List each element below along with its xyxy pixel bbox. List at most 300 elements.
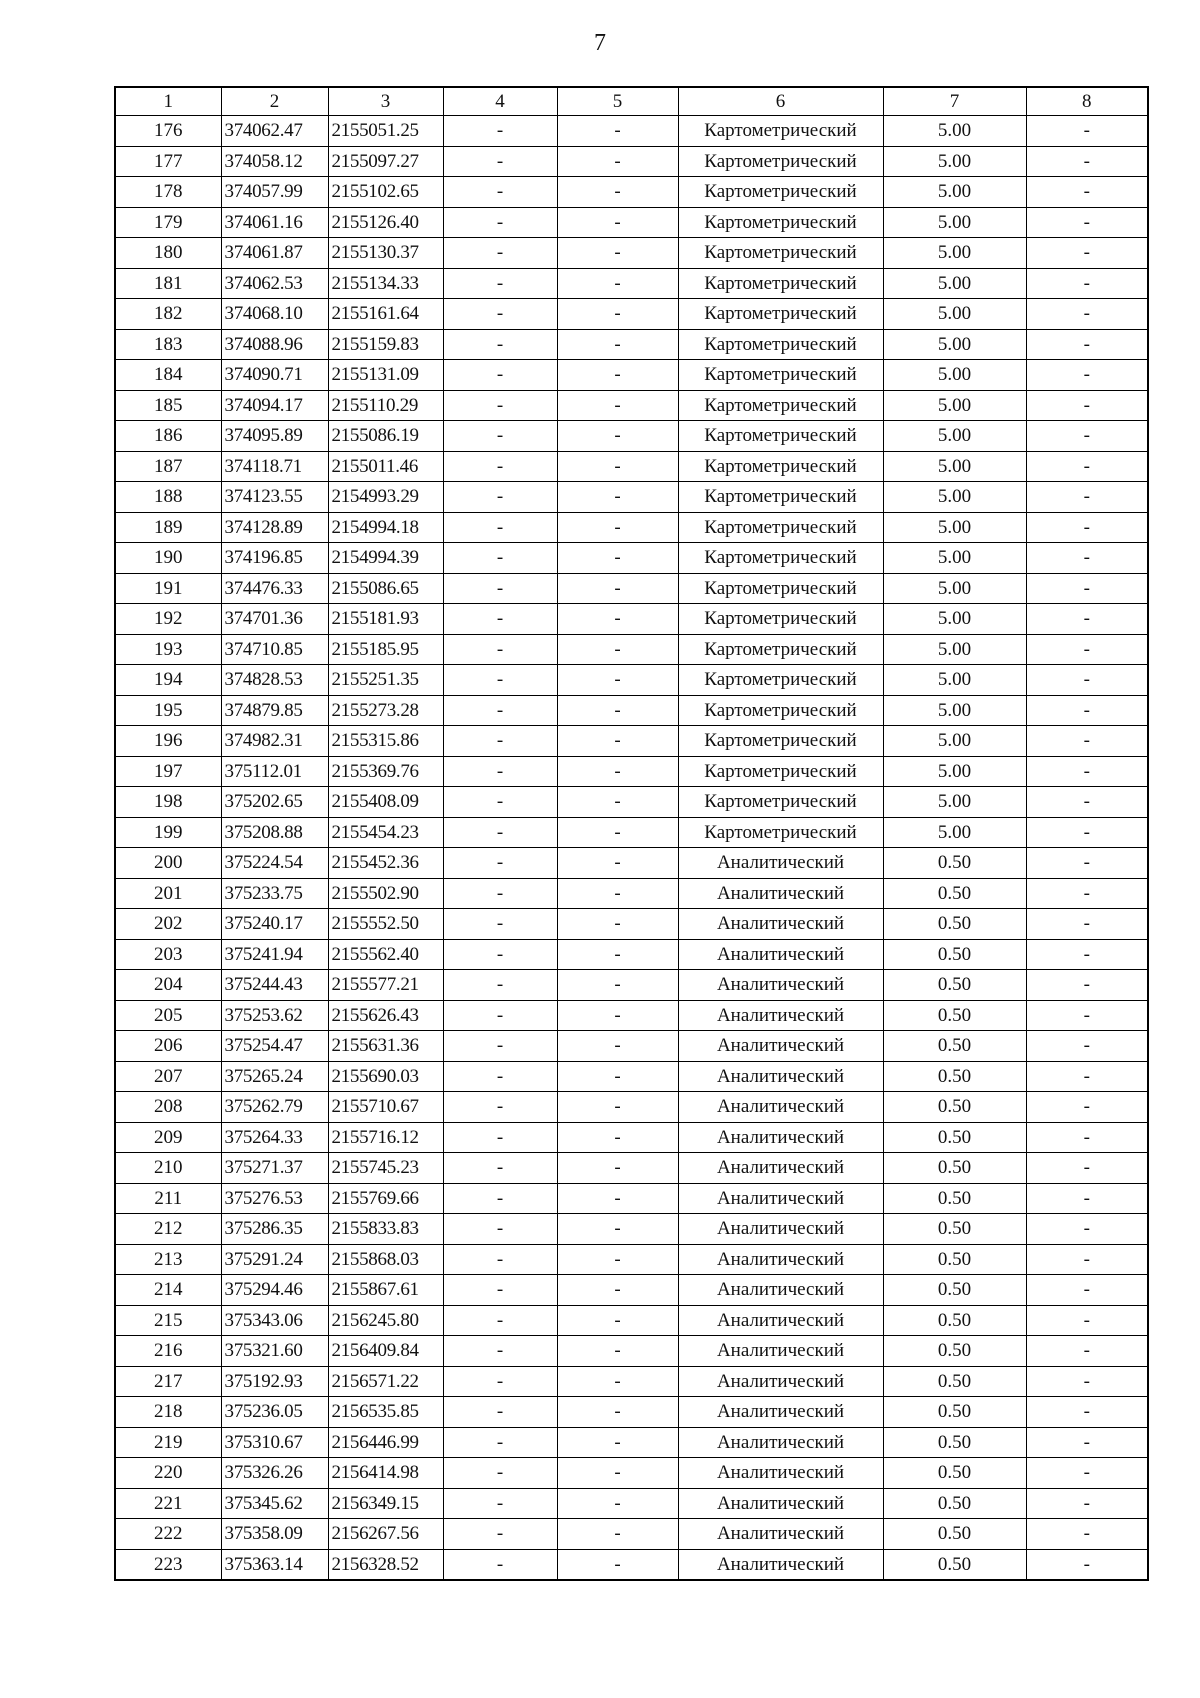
column-4-cell: -: [443, 878, 557, 909]
accuracy-cell: 5.00: [883, 329, 1026, 360]
accuracy-cell: 5.00: [883, 268, 1026, 299]
method-cell: Аналитический: [678, 1397, 883, 1428]
accuracy-cell: 5.00: [883, 177, 1026, 208]
table-row: [115, 1275, 1148, 1306]
point-number-cell: 196: [115, 726, 221, 757]
table-row: [115, 451, 1148, 482]
accuracy-cell: 0.50: [883, 1488, 1026, 1519]
column-5-cell: -: [557, 1122, 678, 1153]
y-coordinate-cell: 2156414.98: [328, 1458, 443, 1489]
method-cell: Аналитический: [678, 970, 883, 1001]
x-coordinate-cell: 374710.85: [221, 634, 328, 665]
column-8-cell: -: [1026, 1549, 1148, 1580]
x-coordinate-cell: 374701.36: [221, 604, 328, 635]
column-5-cell: -: [557, 604, 678, 635]
table-row: [115, 634, 1148, 665]
accuracy-cell: 0.50: [883, 1336, 1026, 1367]
y-coordinate-cell: 2155868.03: [328, 1244, 443, 1275]
column-header: 3: [328, 87, 443, 116]
column-4-cell: -: [443, 207, 557, 238]
column-5-cell: -: [557, 909, 678, 940]
column-4-cell: -: [443, 939, 557, 970]
method-cell: Аналитический: [678, 1549, 883, 1580]
x-coordinate-cell: 375244.43: [221, 970, 328, 1001]
x-coordinate-cell: 375291.24: [221, 1244, 328, 1275]
accuracy-cell: 0.50: [883, 1458, 1026, 1489]
x-coordinate-cell: 375192.93: [221, 1366, 328, 1397]
column-4-cell: -: [443, 451, 557, 482]
column-5-cell: -: [557, 390, 678, 421]
column-5-cell: -: [557, 1427, 678, 1458]
method-cell: Аналитический: [678, 1336, 883, 1367]
y-coordinate-cell: 2155161.64: [328, 299, 443, 330]
y-coordinate-cell: 2155562.40: [328, 939, 443, 970]
point-number-cell: 213: [115, 1244, 221, 1275]
method-cell: Картометрический: [678, 726, 883, 757]
x-coordinate-cell: 375254.47: [221, 1031, 328, 1062]
table-row: [115, 238, 1148, 269]
column-8-cell: -: [1026, 207, 1148, 238]
table-row: [115, 329, 1148, 360]
method-cell: Картометрический: [678, 634, 883, 665]
table-row: [115, 726, 1148, 757]
column-4-cell: -: [443, 1122, 557, 1153]
method-cell: Картометрический: [678, 268, 883, 299]
accuracy-cell: 5.00: [883, 421, 1026, 452]
method-cell: Картометрический: [678, 360, 883, 391]
x-coordinate-cell: 374058.12: [221, 146, 328, 177]
column-5-cell: -: [557, 482, 678, 513]
y-coordinate-cell: 2155086.65: [328, 573, 443, 604]
method-cell: Картометрический: [678, 482, 883, 513]
accuracy-cell: 0.50: [883, 1427, 1026, 1458]
column-4-cell: -: [443, 787, 557, 818]
column-4-cell: -: [443, 1458, 557, 1489]
x-coordinate-cell: 375286.35: [221, 1214, 328, 1245]
column-8-cell: -: [1026, 726, 1148, 757]
y-coordinate-cell: 2154994.39: [328, 543, 443, 574]
column-5-cell: -: [557, 1061, 678, 1092]
column-4-cell: -: [443, 756, 557, 787]
column-5-cell: -: [557, 1244, 678, 1275]
column-8-cell: -: [1026, 177, 1148, 208]
table-row: [115, 1336, 1148, 1367]
column-8-cell: -: [1026, 1275, 1148, 1306]
column-4-cell: -: [443, 1488, 557, 1519]
column-5-cell: -: [557, 1458, 678, 1489]
x-coordinate-cell: 374095.89: [221, 421, 328, 452]
method-cell: Картометрический: [678, 573, 883, 604]
column-8-cell: -: [1026, 1214, 1148, 1245]
column-8-cell: -: [1026, 604, 1148, 635]
accuracy-cell: 5.00: [883, 573, 1026, 604]
table-row: [115, 604, 1148, 635]
accuracy-cell: 5.00: [883, 665, 1026, 696]
accuracy-cell: 5.00: [883, 756, 1026, 787]
column-8-cell: -: [1026, 421, 1148, 452]
x-coordinate-cell: 374061.87: [221, 238, 328, 269]
accuracy-cell: 5.00: [883, 695, 1026, 726]
y-coordinate-cell: 2156267.56: [328, 1519, 443, 1550]
page-number: 7: [594, 30, 606, 56]
column-header: 7: [883, 87, 1026, 116]
column-8-cell: -: [1026, 878, 1148, 909]
accuracy-cell: 0.50: [883, 1153, 1026, 1184]
table-row: [115, 299, 1148, 330]
table-body: [115, 116, 1148, 1581]
point-number-cell: 193: [115, 634, 221, 665]
column-8-cell: -: [1026, 451, 1148, 482]
method-cell: Аналитический: [678, 1031, 883, 1062]
y-coordinate-cell: 2155577.21: [328, 970, 443, 1001]
method-cell: Аналитический: [678, 1122, 883, 1153]
column-8-cell: -: [1026, 1519, 1148, 1550]
column-5-cell: -: [557, 817, 678, 848]
x-coordinate-cell: 374088.96: [221, 329, 328, 360]
y-coordinate-cell: 2155552.50: [328, 909, 443, 940]
column-5-cell: -: [557, 848, 678, 879]
point-number-cell: 188: [115, 482, 221, 513]
x-coordinate-cell: 375236.05: [221, 1397, 328, 1428]
point-number-cell: 220: [115, 1458, 221, 1489]
table-row: [115, 1153, 1148, 1184]
column-5-cell: -: [557, 1519, 678, 1550]
column-8-cell: -: [1026, 1244, 1148, 1275]
method-cell: Аналитический: [678, 1305, 883, 1336]
x-coordinate-cell: 374062.53: [221, 268, 328, 299]
method-cell: Аналитический: [678, 1275, 883, 1306]
x-coordinate-cell: 375208.88: [221, 817, 328, 848]
point-number-cell: 177: [115, 146, 221, 177]
y-coordinate-cell: 2156245.80: [328, 1305, 443, 1336]
column-8-cell: -: [1026, 238, 1148, 269]
column-4-cell: -: [443, 1275, 557, 1306]
column-5-cell: -: [557, 1153, 678, 1184]
column-4-cell: -: [443, 1092, 557, 1123]
column-5-cell: -: [557, 329, 678, 360]
table-row: [115, 268, 1148, 299]
column-4-cell: -: [443, 1061, 557, 1092]
method-cell: Картометрический: [678, 329, 883, 360]
table-row: [115, 1122, 1148, 1153]
y-coordinate-cell: 2155452.36: [328, 848, 443, 879]
accuracy-cell: 5.00: [883, 817, 1026, 848]
point-number-cell: 180: [115, 238, 221, 269]
method-cell: Картометрический: [678, 299, 883, 330]
accuracy-cell: 0.50: [883, 1214, 1026, 1245]
table-row: [115, 512, 1148, 543]
point-number-cell: 195: [115, 695, 221, 726]
accuracy-cell: 5.00: [883, 634, 1026, 665]
method-cell: Картометрический: [678, 695, 883, 726]
accuracy-cell: 5.00: [883, 238, 1026, 269]
accuracy-cell: 0.50: [883, 1061, 1026, 1092]
method-cell: Картометрический: [678, 207, 883, 238]
point-number-cell: 192: [115, 604, 221, 635]
table-row: [115, 817, 1148, 848]
accuracy-cell: 0.50: [883, 1305, 1026, 1336]
method-cell: Аналитический: [678, 848, 883, 879]
x-coordinate-cell: 374068.10: [221, 299, 328, 330]
table-row: [115, 177, 1148, 208]
column-4-cell: -: [443, 604, 557, 635]
method-cell: Аналитический: [678, 1183, 883, 1214]
y-coordinate-cell: 2155181.93: [328, 604, 443, 635]
column-4-cell: -: [443, 1305, 557, 1336]
accuracy-cell: 5.00: [883, 299, 1026, 330]
column-4-cell: -: [443, 1153, 557, 1184]
column-5-cell: -: [557, 116, 678, 147]
column-8-cell: -: [1026, 1305, 1148, 1336]
column-5-cell: -: [557, 177, 678, 208]
y-coordinate-cell: 2155690.03: [328, 1061, 443, 1092]
column-4-cell: -: [443, 177, 557, 208]
accuracy-cell: 5.00: [883, 207, 1026, 238]
accuracy-cell: 0.50: [883, 1122, 1026, 1153]
x-coordinate-cell: 375265.24: [221, 1061, 328, 1092]
table-row: [115, 573, 1148, 604]
column-5-cell: -: [557, 1214, 678, 1245]
table-row: [115, 695, 1148, 726]
accuracy-cell: 5.00: [883, 543, 1026, 574]
column-5-cell: -: [557, 1488, 678, 1519]
point-number-cell: 207: [115, 1061, 221, 1092]
x-coordinate-cell: 374118.71: [221, 451, 328, 482]
y-coordinate-cell: 2155867.61: [328, 1275, 443, 1306]
column-4-cell: -: [443, 268, 557, 299]
table-row: [115, 878, 1148, 909]
column-5-cell: -: [557, 512, 678, 543]
y-coordinate-cell: 2155369.76: [328, 756, 443, 787]
point-number-cell: 209: [115, 1122, 221, 1153]
column-5-cell: -: [557, 726, 678, 757]
method-cell: Аналитический: [678, 909, 883, 940]
table-row: [115, 1458, 1148, 1489]
coordinates-table: [114, 86, 1149, 1581]
table-row: [115, 482, 1148, 513]
accuracy-cell: 5.00: [883, 451, 1026, 482]
y-coordinate-cell: 2155011.46: [328, 451, 443, 482]
column-8-cell: -: [1026, 1366, 1148, 1397]
table-row: [115, 1092, 1148, 1123]
x-coordinate-cell: 375224.54: [221, 848, 328, 879]
point-number-cell: 215: [115, 1305, 221, 1336]
accuracy-cell: 0.50: [883, 1397, 1026, 1428]
table-row: [115, 756, 1148, 787]
table-row: [115, 1519, 1148, 1550]
column-5-cell: -: [557, 1092, 678, 1123]
table-row: [115, 1031, 1148, 1062]
accuracy-cell: 0.50: [883, 1244, 1026, 1275]
column-5-cell: -: [557, 360, 678, 391]
column-5-cell: -: [557, 1183, 678, 1214]
method-cell: Аналитический: [678, 1153, 883, 1184]
x-coordinate-cell: 375358.09: [221, 1519, 328, 1550]
x-coordinate-cell: 375276.53: [221, 1183, 328, 1214]
column-4-cell: -: [443, 1366, 557, 1397]
method-cell: Картометрический: [678, 238, 883, 269]
table-row: [115, 1366, 1148, 1397]
y-coordinate-cell: 2155710.67: [328, 1092, 443, 1123]
point-number-cell: 201: [115, 878, 221, 909]
column-5-cell: -: [557, 939, 678, 970]
method-cell: Картометрический: [678, 451, 883, 482]
x-coordinate-cell: 374062.47: [221, 116, 328, 147]
column-5-cell: -: [557, 238, 678, 269]
x-coordinate-cell: 375294.46: [221, 1275, 328, 1306]
column-header: 1: [115, 87, 221, 116]
point-number-cell: 222: [115, 1519, 221, 1550]
column-5-cell: -: [557, 1397, 678, 1428]
column-4-cell: -: [443, 695, 557, 726]
column-5-cell: -: [557, 634, 678, 665]
point-number-cell: 204: [115, 970, 221, 1001]
column-4-cell: -: [443, 1427, 557, 1458]
table-row: [115, 970, 1148, 1001]
y-coordinate-cell: 2154994.18: [328, 512, 443, 543]
table-row: [115, 848, 1148, 879]
column-5-cell: -: [557, 1305, 678, 1336]
method-cell: Картометрический: [678, 177, 883, 208]
y-coordinate-cell: 2155833.83: [328, 1214, 443, 1245]
column-4-cell: -: [443, 909, 557, 940]
column-8-cell: -: [1026, 543, 1148, 574]
column-8-cell: -: [1026, 1183, 1148, 1214]
table-row: [115, 421, 1148, 452]
column-4-cell: -: [443, 1336, 557, 1367]
method-cell: Аналитический: [678, 1061, 883, 1092]
accuracy-cell: 0.50: [883, 1549, 1026, 1580]
column-8-cell: -: [1026, 1122, 1148, 1153]
column-5-cell: -: [557, 268, 678, 299]
x-coordinate-cell: 375253.62: [221, 1000, 328, 1031]
y-coordinate-cell: 2155097.27: [328, 146, 443, 177]
table-row: [115, 1397, 1148, 1428]
point-number-cell: 181: [115, 268, 221, 299]
x-coordinate-cell: 374057.99: [221, 177, 328, 208]
accuracy-cell: 0.50: [883, 939, 1026, 970]
column-4-cell: -: [443, 421, 557, 452]
header-row: [115, 87, 1148, 116]
accuracy-cell: 0.50: [883, 878, 1026, 909]
column-4-cell: -: [443, 543, 557, 574]
table-row: [115, 543, 1148, 574]
y-coordinate-cell: 2156349.15: [328, 1488, 443, 1519]
x-coordinate-cell: 375112.01: [221, 756, 328, 787]
column-4-cell: -: [443, 634, 557, 665]
x-coordinate-cell: 375343.06: [221, 1305, 328, 1336]
accuracy-cell: 5.00: [883, 726, 1026, 757]
point-number-cell: 210: [115, 1153, 221, 1184]
accuracy-cell: 5.00: [883, 482, 1026, 513]
point-number-cell: 184: [115, 360, 221, 391]
point-number-cell: 214: [115, 1275, 221, 1306]
point-number-cell: 208: [115, 1092, 221, 1123]
x-coordinate-cell: 375233.75: [221, 878, 328, 909]
column-8-cell: -: [1026, 665, 1148, 696]
accuracy-cell: 5.00: [883, 146, 1026, 177]
table-row: [115, 207, 1148, 238]
y-coordinate-cell: 2155102.65: [328, 177, 443, 208]
point-number-cell: 217: [115, 1366, 221, 1397]
y-coordinate-cell: 2155315.86: [328, 726, 443, 757]
column-5-cell: -: [557, 1336, 678, 1367]
column-8-cell: -: [1026, 1427, 1148, 1458]
column-4-cell: -: [443, 726, 557, 757]
point-number-cell: 187: [115, 451, 221, 482]
column-8-cell: -: [1026, 1336, 1148, 1367]
method-cell: Картометрический: [678, 604, 883, 635]
accuracy-cell: 5.00: [883, 360, 1026, 391]
column-8-cell: -: [1026, 299, 1148, 330]
column-header: 8: [1026, 87, 1148, 116]
y-coordinate-cell: 2156535.85: [328, 1397, 443, 1428]
column-4-cell: -: [443, 360, 557, 391]
column-5-cell: -: [557, 146, 678, 177]
column-8-cell: -: [1026, 970, 1148, 1001]
y-coordinate-cell: 2155454.23: [328, 817, 443, 848]
column-4-cell: -: [443, 390, 557, 421]
column-8-cell: -: [1026, 1488, 1148, 1519]
column-4-cell: -: [443, 1000, 557, 1031]
method-cell: Аналитический: [678, 878, 883, 909]
accuracy-cell: 0.50: [883, 1092, 1026, 1123]
column-8-cell: -: [1026, 634, 1148, 665]
y-coordinate-cell: 2155126.40: [328, 207, 443, 238]
column-8-cell: -: [1026, 939, 1148, 970]
column-8-cell: -: [1026, 146, 1148, 177]
point-number-cell: 211: [115, 1183, 221, 1214]
y-coordinate-cell: 2155110.29: [328, 390, 443, 421]
accuracy-cell: 0.50: [883, 848, 1026, 879]
point-number-cell: 206: [115, 1031, 221, 1062]
method-cell: Аналитический: [678, 939, 883, 970]
column-8-cell: -: [1026, 1458, 1148, 1489]
column-5-cell: -: [557, 787, 678, 818]
column-5-cell: -: [557, 970, 678, 1001]
column-5-cell: -: [557, 665, 678, 696]
accuracy-cell: 0.50: [883, 1275, 1026, 1306]
column-8-cell: -: [1026, 1000, 1148, 1031]
x-coordinate-cell: 375345.62: [221, 1488, 328, 1519]
accuracy-cell: 5.00: [883, 787, 1026, 818]
y-coordinate-cell: 2155716.12: [328, 1122, 443, 1153]
y-coordinate-cell: 2154993.29: [328, 482, 443, 513]
method-cell: Аналитический: [678, 1427, 883, 1458]
column-8-cell: -: [1026, 909, 1148, 940]
method-cell: Аналитический: [678, 1244, 883, 1275]
column-4-cell: -: [443, 1183, 557, 1214]
column-4-cell: -: [443, 665, 557, 696]
table-row: [115, 146, 1148, 177]
column-5-cell: -: [557, 1275, 678, 1306]
accuracy-cell: 0.50: [883, 1031, 1026, 1062]
column-header: 6: [678, 87, 883, 116]
accuracy-cell: 0.50: [883, 1000, 1026, 1031]
y-coordinate-cell: 2155273.28: [328, 695, 443, 726]
x-coordinate-cell: 375326.26: [221, 1458, 328, 1489]
column-4-cell: -: [443, 1214, 557, 1245]
y-coordinate-cell: 2156328.52: [328, 1549, 443, 1580]
column-header: 2: [221, 87, 328, 116]
point-number-cell: 179: [115, 207, 221, 238]
column-4-cell: -: [443, 329, 557, 360]
table-row: [115, 665, 1148, 696]
column-8-cell: -: [1026, 390, 1148, 421]
y-coordinate-cell: 2155159.83: [328, 329, 443, 360]
y-coordinate-cell: 2155769.66: [328, 1183, 443, 1214]
x-coordinate-cell: 375240.17: [221, 909, 328, 940]
